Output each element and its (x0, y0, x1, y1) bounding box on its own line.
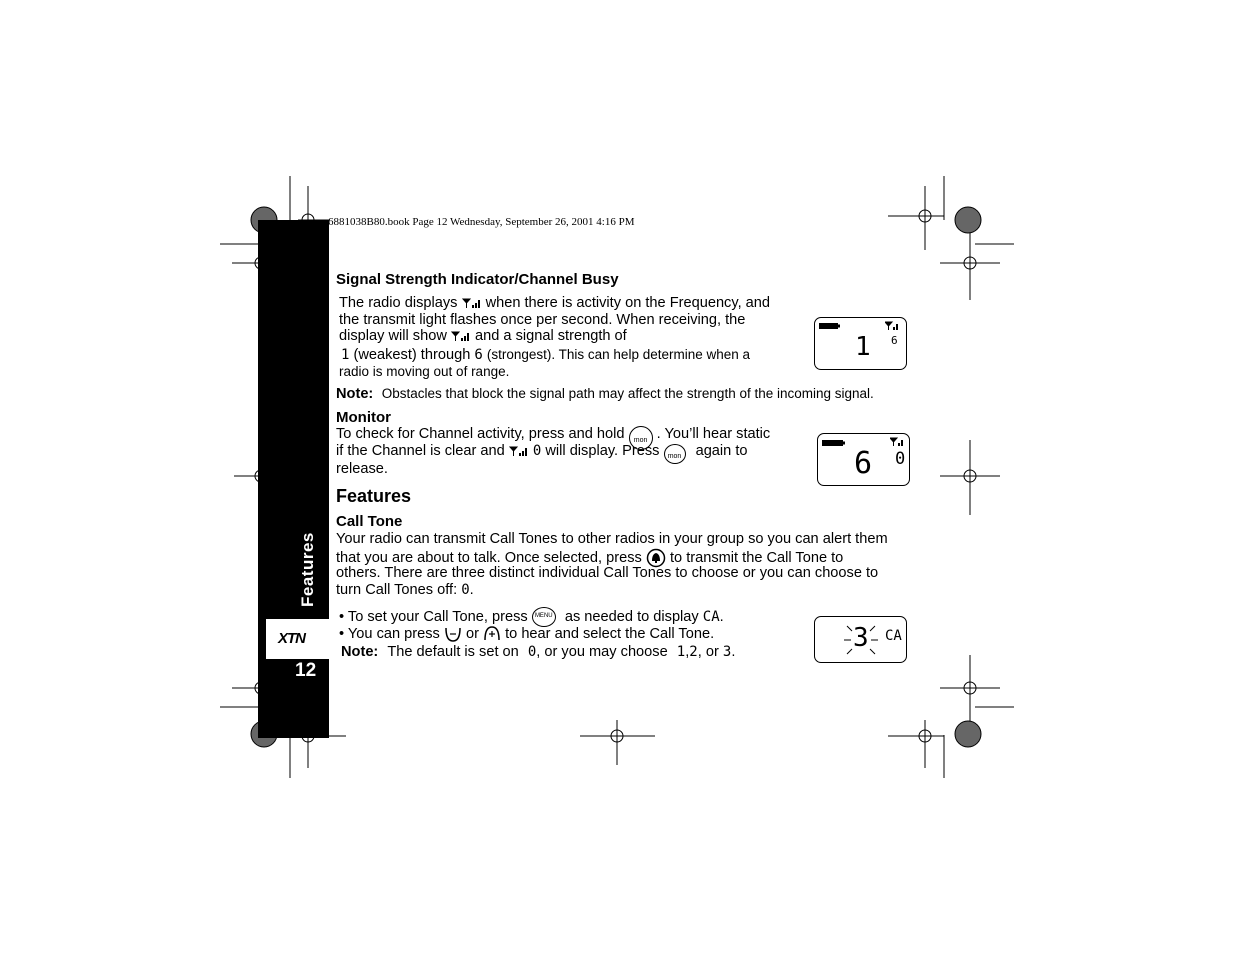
lcd-digit: 3 (722, 644, 732, 660)
lcd-main-digit: 6 (854, 446, 873, 481)
calltone-text: Your radio can transmit Call Tones to other radios in your group so you can alert them (336, 531, 888, 547)
lcd-digit: 1 (676, 644, 686, 660)
calltone-bullets (339, 607, 809, 663)
calltone-text: others. There are three distinct individual Call Tones to choose or you can choose to (336, 565, 879, 581)
calltone-bullet-text: • You can press (339, 625, 440, 642)
lcd-display-calltone (814, 616, 907, 663)
monitor-text: release. (336, 461, 388, 477)
page-number: 12 (295, 660, 317, 681)
lcd-digit: 6 (474, 347, 483, 363)
features-heading: Features (336, 486, 412, 506)
calltone-bullet-text: • To set your Call Tone, press (339, 608, 528, 625)
signal-paragraph (339, 295, 809, 385)
monitor-button-icon (664, 444, 686, 464)
up-button-icon (483, 625, 501, 643)
button-label: mon (633, 437, 648, 444)
signal-text: when there is activity on the Frequency, and (485, 295, 771, 311)
note-label: Note: (341, 644, 379, 660)
calltone-note-text: , or you may choose (536, 644, 668, 660)
separator: , (685, 644, 690, 660)
monitor-heading: Monitor (336, 409, 391, 426)
note-label: Note: (336, 386, 374, 402)
lcd-main-digit: 1 (855, 332, 871, 362)
battery-icon (822, 439, 846, 447)
signal-text: The radio displays (339, 295, 458, 311)
note-signal (336, 385, 874, 403)
lcd-digit: 0 (461, 582, 470, 598)
calltone-text: turn Call Tones off: (336, 582, 458, 598)
monitor-text: will display. Press (545, 443, 660, 459)
signal-strength-icon (890, 437, 906, 447)
monitor-text: again to (695, 443, 748, 459)
lcd-digit: 2 (689, 644, 698, 660)
calltone-note-text: The default is set on (387, 644, 519, 660)
signal-text: display will show (339, 328, 447, 344)
lcd-main-digit: 3 (853, 623, 869, 653)
separator: , or (697, 644, 719, 660)
battery-icon (819, 322, 841, 330)
xtn-logo (266, 619, 329, 659)
calltone-paragraph (336, 531, 916, 601)
lcd-small-digit: 0 (895, 449, 906, 469)
sidebar (258, 220, 329, 738)
signal-text: (strongest). This can help determine when a (486, 347, 751, 362)
signal-text: and a signal strength of (475, 328, 627, 344)
calltone-bullet-text: . (719, 608, 724, 625)
signal-strength-icon (885, 321, 901, 331)
signal-text: the transmit light flashes once per second. When receiving, the (339, 312, 746, 328)
lcd-display-monitor (817, 433, 910, 486)
calltone-text: . (469, 582, 474, 598)
calltone-bullet-text: as needed to display (564, 608, 699, 625)
monitor-paragraph (336, 426, 806, 482)
signal-heading: Signal Strength Indicator/Channel Busy (336, 271, 619, 288)
lcd-small-digit: 6 (891, 334, 898, 347)
button-label: mon (667, 453, 682, 460)
calltone-heading: Call Tone (336, 513, 403, 530)
lcd-small-text: CA (885, 628, 902, 644)
lcd-text: CA (702, 608, 720, 625)
monitor-text: if the Channel is clear and (336, 443, 505, 459)
calltone-bullet-text: to hear and select the Call Tone. (505, 625, 715, 642)
signal-strength-icon (462, 297, 482, 309)
monitor-text: . You’ll hear static (656, 426, 771, 442)
lcd-display-signal (814, 317, 907, 370)
calltone-bullet-text: or (465, 625, 479, 642)
button-label: MENU (534, 613, 553, 619)
calltone-text: to transmit the Call Tone to (669, 549, 844, 566)
down-button-icon (444, 625, 462, 643)
sidebar-section-label: Features (298, 532, 317, 607)
signal-strength-icon (509, 445, 529, 457)
signal-text: (weakest) through (353, 347, 471, 363)
lcd-digit: 1 (341, 347, 350, 363)
note-text: Obstacles that block the signal path may affect the strength of the incoming signal. (381, 386, 874, 401)
signal-text: radio is moving out of range. (339, 364, 510, 379)
menu-button-icon (532, 607, 556, 627)
lcd-digit: 0 (532, 443, 542, 459)
lcd-digit: 0 (527, 644, 537, 660)
separator: . (731, 644, 736, 660)
logo-text: XTN (278, 630, 305, 647)
signal-strength-icon (451, 330, 471, 342)
calltone-text: that you are about to talk. Once selected, press (336, 549, 642, 566)
book-header-line: 6881038B80.book Page 12 Wednesday, September 26, 2001 4:16 PM (328, 216, 635, 228)
monitor-text: To check for Channel activity, press and hold (336, 426, 625, 442)
